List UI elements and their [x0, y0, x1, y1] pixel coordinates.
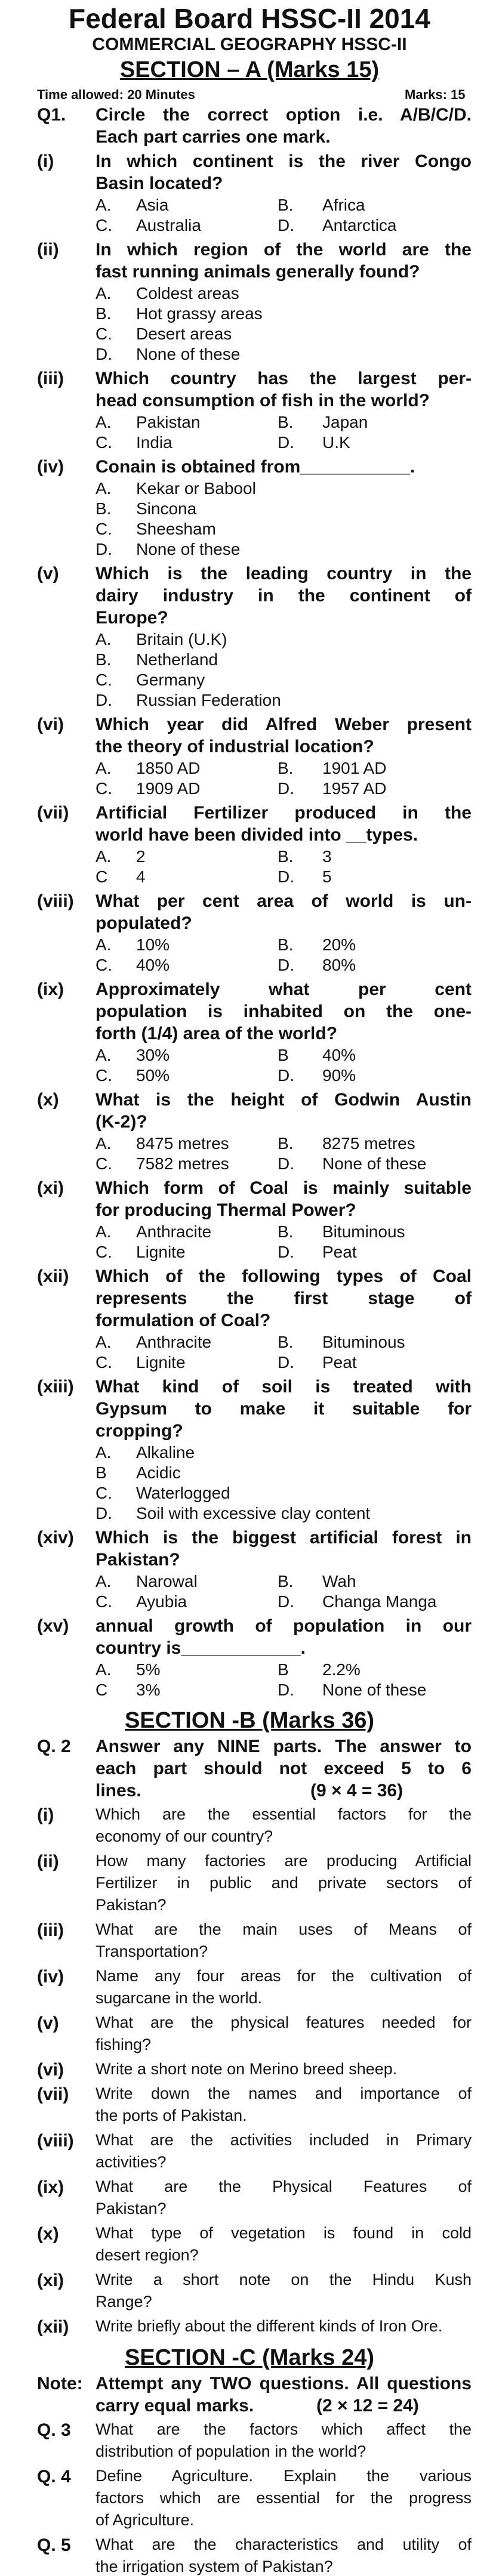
time-allowed: Time allowed: 20 Minutes	[37, 87, 195, 102]
short-question-5-number: (v)	[37, 2013, 59, 2033]
mcq-8-text: What per cent area of world is un-	[96, 891, 472, 911]
short-question-11-number: (xi)	[37, 2271, 64, 2290]
option-letter: D.	[278, 216, 294, 234]
option-text: Waterlogged	[136, 1484, 230, 1502]
mcq-2-number: (ii)	[37, 240, 59, 260]
mcq-2-text: In which region of the world are the	[96, 240, 472, 260]
option-letter: A.	[96, 1443, 112, 1462]
option-text: Anthracite	[136, 1222, 212, 1241]
mcq-10-number: (x)	[37, 1090, 59, 1110]
option-text: None of these	[322, 1681, 427, 1699]
short-question-12-text: Write briefly about the different kinds of Iron Ore.	[96, 2317, 443, 2335]
mcq-1-text: Basin located?	[96, 174, 223, 193]
mcq-13-number: (xiii)	[37, 1377, 74, 1397]
mcq-15-text: country is____________.	[96, 1638, 306, 1658]
option-letter: A.	[96, 759, 112, 777]
option-letter: B.	[278, 759, 294, 777]
mcq-13-text: Gypsum to make it suitable for	[96, 1399, 472, 1419]
option-text: 30%	[136, 1046, 170, 1064]
long-question-5-text: What are the characteristics and utility of	[96, 2535, 472, 2553]
option-letter: C.	[96, 671, 112, 689]
option-text: 7582 metres	[136, 1154, 229, 1173]
option-text: Hot grassy areas	[136, 304, 263, 323]
option-text: 1901 AD	[322, 759, 387, 777]
section-b-marks: (9 × 4 = 36)	[310, 1781, 403, 1800]
option-letter: A.	[96, 935, 112, 954]
option-text: 4	[136, 867, 146, 886]
option-letter: C.	[96, 1592, 112, 1611]
option-letter: C.	[96, 779, 112, 798]
long-question-5-number: Q. 5	[37, 2535, 71, 2555]
short-question-3-text: What are the main uses of Means of	[96, 1920, 472, 1938]
option-letter: B.	[278, 935, 294, 954]
option-text: Coldest areas	[136, 284, 239, 302]
short-question-8-text: activities?	[96, 2153, 167, 2171]
mcq-9-number: (ix)	[37, 980, 64, 999]
option-letter: D.	[96, 1504, 112, 1522]
option-letter: C.	[96, 216, 112, 234]
short-question-9-text: Pakistan?	[96, 2200, 167, 2217]
short-question-9-number: (ix)	[37, 2177, 64, 2197]
option-text: 80%	[322, 956, 356, 974]
short-question-7-text: Write down the names and importance of	[96, 2084, 472, 2102]
option-text: Russian Federation	[136, 691, 281, 709]
short-question-7-number: (vii)	[37, 2084, 69, 2104]
option-text: 20%	[322, 935, 356, 954]
option-text: Pakistan	[136, 413, 201, 431]
option-text: 40%	[322, 1046, 356, 1064]
option-text: Asia	[136, 196, 169, 214]
option-text: Africa	[322, 196, 365, 214]
option-text: 8275 metres	[322, 1134, 415, 1153]
mcq-6-text: Which year did Alfred Weber present	[96, 715, 472, 734]
mcq-13-text: cropping?	[96, 1421, 183, 1441]
option-letter: D.	[96, 540, 112, 558]
option-text: Alkaline	[136, 1443, 195, 1462]
short-question-3-number: (iii)	[37, 1920, 64, 1940]
short-question-4-text: sugarcane in the world.	[96, 1989, 263, 2007]
mcq-9-text: population is inhabited on the one-	[96, 1002, 472, 1021]
long-question-4-text: factors which are essential for the progress	[96, 2489, 472, 2507]
short-question-3-text: Transportation?	[96, 1942, 208, 1960]
option-letter: B.	[278, 196, 294, 214]
option-letter: A.	[96, 196, 112, 214]
option-letter: B	[278, 1046, 289, 1064]
option-text: 10%	[136, 935, 170, 954]
option-letter: C.	[96, 1484, 112, 1502]
option-letter: A.	[96, 479, 112, 498]
option-letter: B.	[278, 1222, 294, 1241]
option-letter: B.	[278, 1333, 294, 1351]
mcq-2-text: fast running animals generally found?	[96, 262, 420, 282]
mcq-4-number: (iv)	[37, 457, 64, 477]
long-question-4-number: Q. 4	[37, 2467, 71, 2487]
q2-instruction-number: Q. 2	[37, 1737, 71, 1756]
section-c-note-text: Attempt any TWO questions. All questions	[96, 2374, 472, 2393]
option-text: Germany	[136, 671, 205, 689]
q1-instruction-number: Q1.	[37, 105, 66, 125]
option-text: Japan	[322, 413, 368, 431]
option-letter: D.	[278, 779, 294, 798]
mcq-5-text: Which is the leading country in the	[96, 564, 472, 583]
option-text: 2	[136, 847, 146, 866]
option-text: Peat	[322, 1353, 357, 1372]
section-c-note-number: Note:	[37, 2374, 83, 2393]
option-text: 5	[322, 867, 332, 886]
option-text: Antarctica	[322, 216, 397, 234]
mcq-11-number: (xi)	[37, 1178, 64, 1198]
mcq-7-text: world have been divided into __types.	[96, 825, 418, 845]
mcq-3-text: head consumption of fish in the world?	[96, 391, 430, 410]
option-text: U.K	[322, 433, 350, 452]
q1-instruction-text: Circle the correct option i.e. A/B/C/D.	[96, 105, 472, 125]
section-a-title: SECTION – A (Marks 15)	[119, 57, 380, 82]
option-letter: D.	[278, 1066, 294, 1085]
option-letter: D.	[96, 345, 112, 363]
long-question-4-text: Define Agriculture. Explain the various	[96, 2467, 472, 2485]
mcq-9-text: forth (1/4) area of the world?	[96, 1024, 338, 1043]
mcq-8-text: populated?	[96, 913, 192, 933]
option-text: Peat	[322, 1243, 357, 1261]
mcq-7-text: Artificial Fertilizer produced in the	[96, 803, 472, 823]
short-question-2-text: Pakistan?	[96, 1896, 167, 1914]
short-question-5-text: fishing?	[96, 2036, 152, 2053]
mcq-14-text: Which is the biggest artificial forest in	[96, 1528, 472, 1548]
option-letter: C.	[96, 520, 112, 538]
mcq-14-text: Pakistan?	[96, 1550, 180, 1570]
option-letter: B.	[96, 499, 112, 518]
board-title: Federal Board HSSC-II 2014	[69, 3, 430, 34]
mcq-5-number: (v)	[37, 564, 59, 583]
subject-title: COMMERCIAL GEOGRAPHY HSSC-II	[92, 35, 407, 54]
option-letter: C.	[96, 1154, 112, 1173]
short-question-8-text: What are the activities included in Primary	[96, 2131, 472, 2149]
long-question-5-text: the irrigation system of Pakistan?	[96, 2558, 333, 2575]
mcq-6-text: the theory of industrial location?	[96, 737, 374, 756]
option-letter: B.	[278, 1572, 294, 1590]
option-text: Netherland	[136, 650, 218, 669]
short-question-10-text: desert region?	[96, 2246, 199, 2264]
mcq-15-number: (xv)	[37, 1616, 69, 1636]
option-letter: B.	[278, 847, 294, 866]
option-letter: A.	[96, 1222, 112, 1241]
short-question-10-text: What type of vegetation is found in cold	[96, 2224, 472, 2242]
option-letter: D.	[278, 433, 294, 452]
mcq-1-text: In which continent is the river Congo	[96, 152, 472, 171]
option-letter: B.	[278, 1134, 294, 1153]
option-text: Sheesham	[136, 520, 216, 538]
section-c-title: SECTION -C (Marks 24)	[124, 2345, 375, 2370]
option-letter: A.	[96, 284, 112, 302]
option-letter: B	[278, 1660, 289, 1679]
option-letter: B.	[96, 304, 112, 323]
option-letter: C.	[96, 433, 112, 452]
option-letter: D.	[278, 867, 294, 886]
mcq-5-text: dairy industry in the continent of	[96, 586, 472, 606]
mcq-12-text: represents the first stage of	[96, 1289, 472, 1308]
option-text: Lignite	[136, 1243, 186, 1261]
option-text: Bituminous	[322, 1222, 405, 1241]
mcq-10-text: (K-2)?	[96, 1112, 147, 1132]
mcq-12-number: (xii)	[37, 1267, 69, 1286]
short-question-7-text: the ports of Pakistan.	[96, 2106, 247, 2124]
option-text: 5%	[136, 1660, 161, 1679]
option-text: Desert areas	[136, 325, 232, 343]
option-text: Anthracite	[136, 1333, 212, 1351]
option-text: 3%	[136, 1681, 161, 1699]
option-text: None of these	[136, 345, 241, 363]
short-question-1-number: (i)	[37, 1805, 54, 1825]
short-question-4-text: Name any four areas for the cultivation of	[96, 1967, 472, 1985]
section-b-title: SECTION -B (Marks 36)	[124, 1708, 375, 1733]
short-question-6-text: Write a short note on Merino breed sheep.	[96, 2060, 398, 2078]
short-question-5-text: What are the physical features needed for	[96, 2013, 472, 2031]
option-text: 1957 AD	[322, 779, 387, 798]
option-text: 1850 AD	[136, 759, 201, 777]
option-letter: A.	[96, 847, 112, 866]
mcq-4-text: Conain is obtained from___________.	[96, 457, 415, 477]
option-text: Lignite	[136, 1353, 186, 1372]
option-letter: D.	[96, 691, 112, 709]
mcq-7-number: (vii)	[37, 803, 69, 823]
option-letter: A.	[96, 1572, 112, 1590]
mcq-15-text: annual growth of population in our	[96, 1616, 472, 1636]
option-text: Bituminous	[322, 1333, 405, 1351]
mcq-5-text: Europe?	[96, 608, 168, 628]
option-letter: C.	[96, 1353, 112, 1372]
option-letter: A.	[96, 413, 112, 431]
option-letter: C.	[96, 956, 112, 974]
option-letter: D.	[278, 1154, 294, 1173]
option-text: Narowal	[136, 1572, 198, 1590]
option-letter: B	[96, 1463, 107, 1482]
option-text: 50%	[136, 1066, 170, 1085]
option-text: Ayubia	[136, 1592, 187, 1611]
option-letter: A.	[96, 1134, 112, 1153]
mcq-12-text: formulation of Coal?	[96, 1311, 271, 1330]
mcq-11-text: for producing Thermal Power?	[96, 1200, 356, 1220]
q2-instruction-text: each part should not exceed 5 to 6	[96, 1759, 472, 1778]
short-question-2-number: (ii)	[37, 1852, 59, 1871]
option-letter: C	[96, 1681, 108, 1699]
option-letter: C	[96, 867, 108, 886]
short-question-12-number: (xii)	[37, 2317, 69, 2337]
long-question-4-text: of Agriculture.	[96, 2511, 195, 2529]
mcq-11-text: Which form of Coal is mainly suitable	[96, 1178, 472, 1198]
short-question-6-number: (vi)	[37, 2060, 64, 2080]
short-question-11-text: Write a short note on the Hindu Kush	[96, 2271, 472, 2288]
q2-instruction-text: Answer any NINE parts. The answer to	[96, 1737, 472, 1756]
q2-instruction-text: lines.	[96, 1781, 141, 1800]
option-letter: C.	[96, 1243, 112, 1261]
total-marks: Marks: 15	[405, 87, 466, 102]
option-text: Acidic	[136, 1463, 181, 1482]
option-text: None of these	[322, 1154, 427, 1173]
short-question-2-text: How many factories are producing Artificial	[96, 1852, 472, 1870]
mcq-1-number: (i)	[37, 152, 54, 171]
short-question-11-text: Range?	[96, 2293, 152, 2311]
option-letter: B.	[278, 413, 294, 431]
option-text: 2.2%	[322, 1660, 361, 1679]
option-letter: A.	[96, 1046, 112, 1064]
short-question-8-number: (viii)	[37, 2131, 74, 2151]
option-text: Australia	[136, 216, 201, 234]
option-letter: A.	[96, 1660, 112, 1679]
option-text: Soil with excessive clay content	[136, 1504, 371, 1522]
section-c-note-text: carry equal marks.	[96, 2396, 254, 2416]
option-text: 3	[322, 847, 332, 866]
short-question-2-text: Fertilizer in public and private sectors of	[96, 1874, 472, 1892]
long-question-3-text: distribution of population in the world?	[96, 2442, 366, 2460]
option-letter: D.	[278, 1592, 294, 1611]
long-question-3-text: What are the factors which affect the	[96, 2420, 472, 2438]
option-text: 1909 AD	[136, 779, 201, 798]
option-letter: C.	[96, 325, 112, 343]
mcq-3-number: (iii)	[37, 369, 64, 388]
mcq-8-number: (viii)	[37, 891, 74, 911]
option-text: Sincona	[136, 499, 197, 518]
option-letter: A.	[96, 1333, 112, 1351]
mcq-9-text: Approximately what per cent	[96, 980, 472, 999]
option-letter: B.	[96, 650, 112, 669]
option-text: Wah	[322, 1572, 356, 1590]
short-question-4-number: (iv)	[37, 1967, 64, 1987]
option-text: Kekar or Babool	[136, 479, 256, 498]
option-letter: D.	[278, 1243, 294, 1261]
option-letter: D.	[278, 1353, 294, 1372]
section-c-marks: (2 × 12 = 24)	[316, 2396, 419, 2416]
q1-instruction-text: Each part carries one mark.	[96, 127, 331, 147]
short-question-1-text: Which are the essential factors for the	[96, 1805, 472, 1823]
option-text: India	[136, 433, 173, 452]
option-letter: D.	[278, 956, 294, 974]
short-question-1-text: economy of our country?	[96, 1827, 273, 1845]
option-text: 90%	[322, 1066, 356, 1085]
option-text: None of these	[136, 540, 241, 558]
long-question-3-number: Q. 3	[37, 2420, 71, 2440]
option-text: 40%	[136, 956, 170, 974]
option-text: Changa Manga	[322, 1592, 437, 1611]
mcq-6-number: (vi)	[37, 715, 64, 734]
mcq-14-number: (xiv)	[37, 1528, 74, 1548]
mcq-12-text: Which of the following types of Coal	[96, 1267, 472, 1286]
short-question-9-text: What are the Physical Features of	[96, 2177, 472, 2195]
option-letter: D.	[278, 1681, 294, 1699]
option-text: Britain (U.K)	[136, 630, 227, 648]
mcq-3-text: Which country has the largest per-	[96, 369, 472, 388]
mcq-13-text: What kind of soil is treated with	[96, 1377, 472, 1397]
mcq-10-text: What is the height of Godwin Austin	[96, 1090, 472, 1110]
option-letter: A.	[96, 630, 112, 648]
short-question-10-number: (x)	[37, 2224, 59, 2244]
option-text: 8475 metres	[136, 1134, 229, 1153]
option-letter: C.	[96, 1066, 112, 1085]
